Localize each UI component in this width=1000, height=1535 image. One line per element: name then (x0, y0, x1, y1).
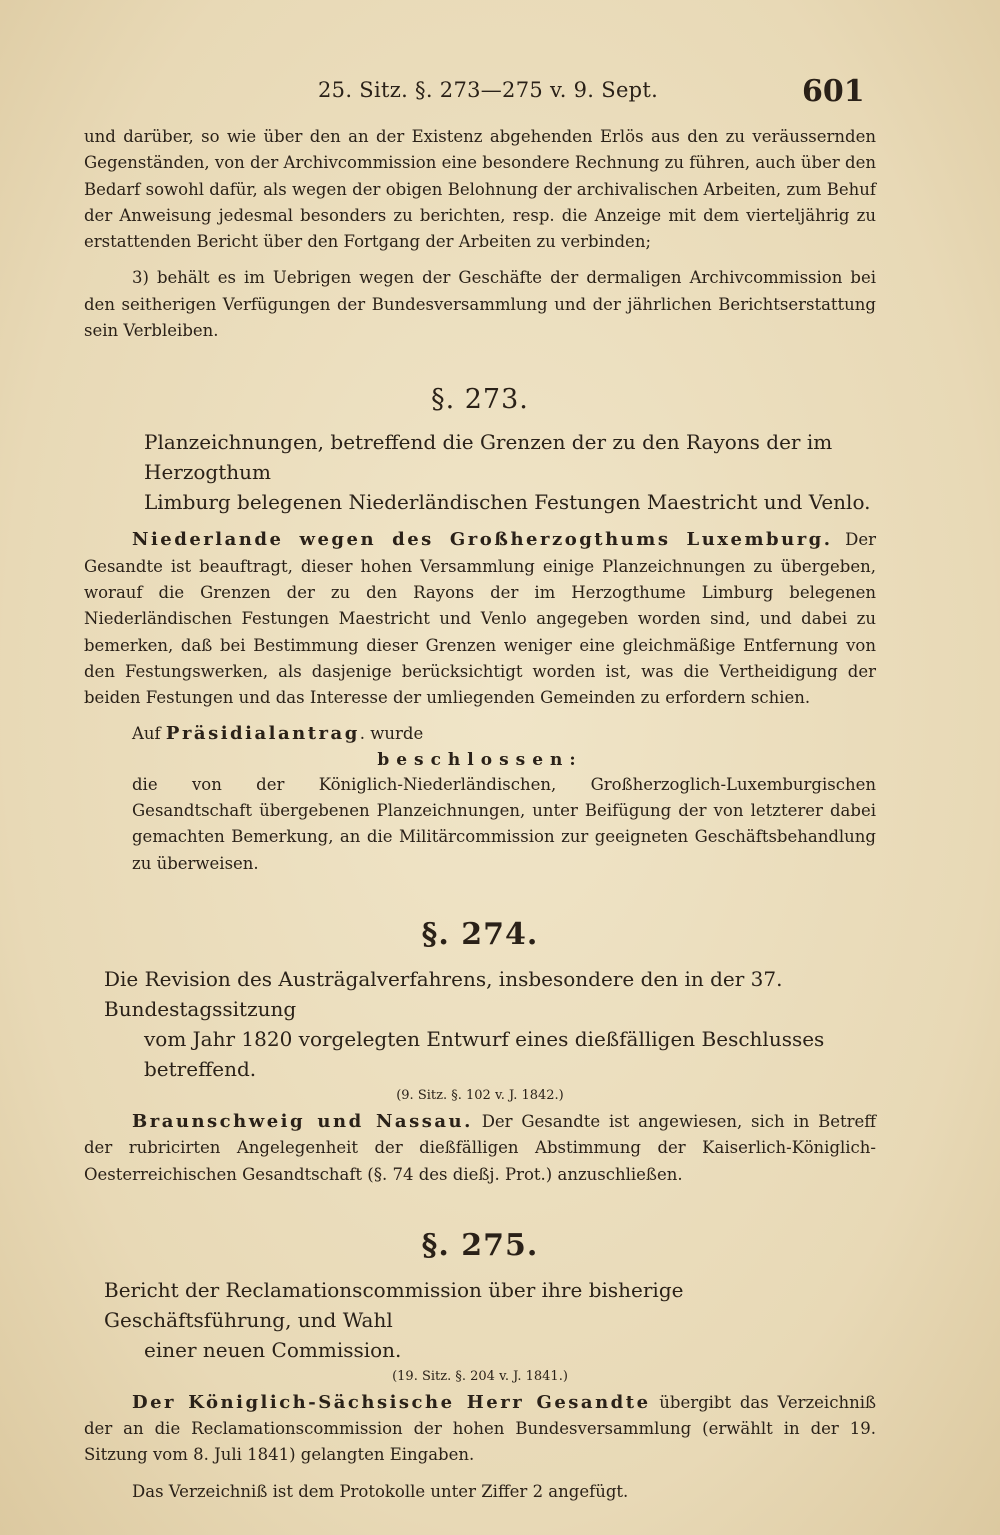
motion-prefix: Auf (132, 724, 161, 744)
section-273-speaker: Niederlande wegen des Großherzogthums Luxemburg. (132, 529, 833, 551)
section-273-decision: die von der Königlich-Niederländischen, Großherzoglich-Luxemburgischen Gesandtschaft übergebenen Planzeichnungen, unter Beifügung der von letzterer dabei gemachten Bemerkung, an die Militärcommission zur geeigneten Geschäftsbehandlung zu überweisen. (132, 774, 876, 873)
section-274-speaker: Braunschweig und Nassau. (132, 1110, 473, 1132)
section-275-title (84, 1275, 876, 1365)
section-275-title-line1: Bericht der Reclamationscommission über ihre bisherige Geschäftsführung, und Wahl (104, 1277, 684, 1332)
page-content (84, 124, 876, 1505)
section-275-statement (84, 1390, 876, 1469)
section-275-body: übergibt das Verzeichniß der an die Reclamationscommission der hohen Bundesversammlung (erwählt in der 19. Sitzung vom 8. Juli 1841) gelangten Eingaben. (84, 1392, 877, 1465)
section-275-title-line2: einer neuen Commission. (144, 1337, 402, 1362)
motion-label: Präsidialantrag (165, 723, 360, 745)
section-274-number: §. 274. (421, 916, 539, 952)
section-273-number: §. 273. (431, 384, 529, 416)
section-274-title-line2: vom Jahr 1820 vorgelegten Entwurf eines dießfälligen Beschlusses betreffend. (144, 1026, 825, 1081)
page-number: 601 (802, 74, 865, 109)
section-275-reference: (19. Sitz. §. 204 v. J. 1841.) (392, 1368, 568, 1384)
section-273-motion (84, 721, 876, 747)
section-275-closing: Das Verzeichniß ist dem Protokolle unter Ziffer 2 angefügt. (132, 1481, 629, 1501)
continued-paragraph: und darüber, so wie über den an der Existenz abgehenden Erlös aus den zu veräussernden Gegenständen, von der Archivcommission eine besondere Rechnung zu führen, auch über den Bedarf sowohl dafür, als wegen der obigen Belohnung der archivalischen Arbeiten, zum Behuf der Anweisung jedesmal besonders zu berichten, resp. die Anzeige mit dem vierteljährig zu erstattenden Bericht über den Fortgang der Arbeiten zu verbinden; (84, 127, 876, 252)
section-273-title-line1: Planzeichnungen, betreffend die Grenzen der zu den Rayons der im Herzogthum (144, 430, 833, 485)
motion-suffix: . wurde (359, 724, 424, 744)
section-274-statement (84, 1109, 876, 1188)
section-274-body: Der Gesandte ist angewiesen, sich in Betreff der rubricirten Angelegenheit der dießfälligen Abstimmung der Kaiserlich-Königlich-Oesterreichischen Gesandtschaft (§. 74 des dießj. Prot.) anzuschließen. (84, 1111, 877, 1184)
section-274-title-line1: Die Revision des Austrägalverfahrens, insbesondere den in der 37. Bundestagssitzung (104, 966, 783, 1021)
section-273-body: Der Gesandte ist beauftragt, dieser hohen Versammlung einige Planzeichnungen zu übergeben, worauf die Grenzen der zu den Rayons der im Herzogthume Limburg belegenen Niederländischen Festungen Maestricht und Venlo angegeben worden sind, und dabei zu bemerken, daß bei Bestimmung dieser Grenzen weniger eine gleichmäßige Entfernung von den Festungswerken, als dasjenige berücksichtigt worden ist, was die Vertheidigung der beiden Festungen und das Interesse der umliegenden Gemeinden zu erfordern schien. (84, 530, 876, 708)
section-274-reference: (9. Sitz. §. 102 v. J. 1842.) (396, 1087, 564, 1103)
section-273-title (84, 427, 876, 517)
point-3-paragraph: 3) behält es im Uebrigen wegen der Geschäfte der dermaligen Archivcommission bei den seitherigen Verfügungen der Bundesversammlung und der jährlichen Berichtserstattung sein Verbleiben. (84, 268, 876, 341)
section-273-resolved: beschlossen: (377, 749, 583, 770)
section-274-title (84, 964, 876, 1084)
section-273-statement (84, 527, 876, 711)
running-head: 25. Sitz. §. 273—275 v. 9. Sept. (318, 78, 659, 102)
page-header (0, 72, 1000, 112)
section-275-number: §. 275. (421, 1227, 539, 1263)
section-273-title-line2: Limburg belegenen Niederländischen Festungen Maestricht und Venlo. (144, 490, 871, 515)
section-275-speaker: Der Königlich-Sächsische Herr Gesandte (132, 1391, 651, 1413)
